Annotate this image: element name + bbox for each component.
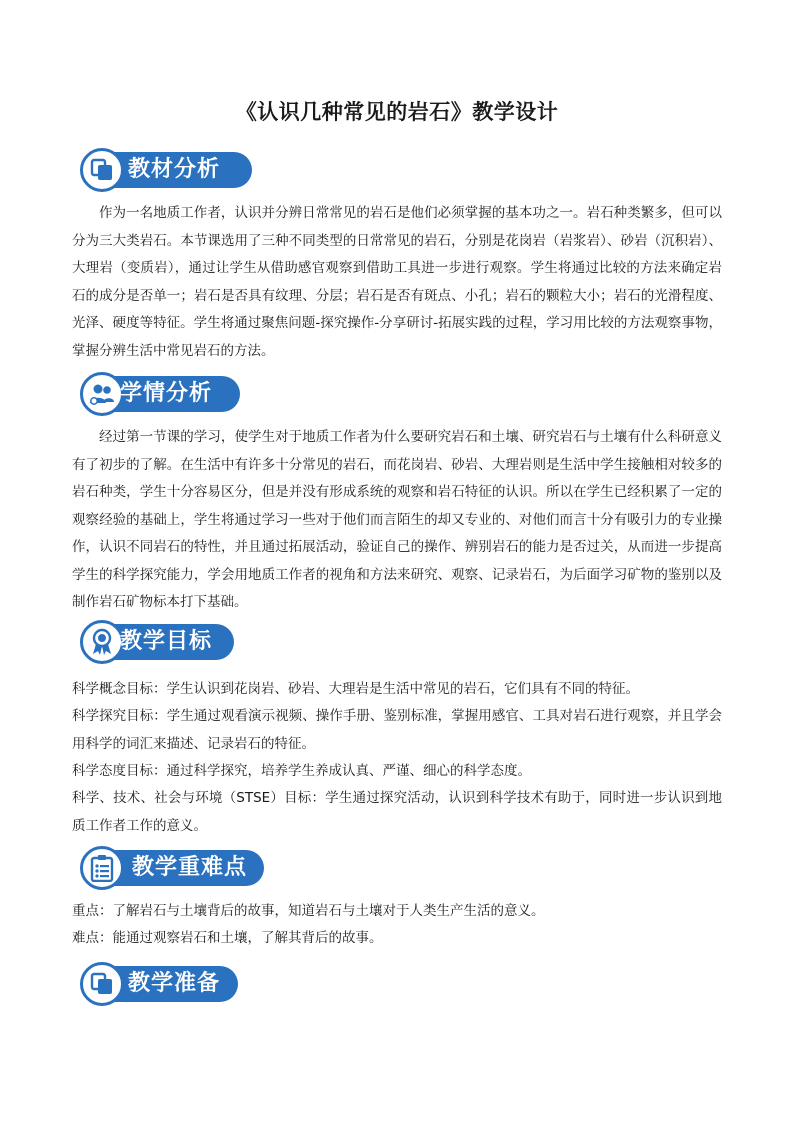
section-heading: 教学重难点 <box>132 855 248 880</box>
documents-icon <box>80 148 124 192</box>
paragraph: 经过第一节课的学习，使学生对于地质工作者为什么要研究岩石和土壤、研究岩石与土壤有什么科研意义有了初步的了解。在生活中有许多十分常见的岩石，而花岗岩、砂岩、大理岩则是生活中学生接触相对较多的岩石种类，学生十分容易区分，但是并没有形成系统的观察和岩石特征的认识。所以在学生已经积累了一定的观察经验的基础上，学生将通过学习一些对于他们而言陌生的却又专业的、对他们而言十分有吸引力的专业操作，认识不同岩石的特性，并且通过拓展活动，验证自己的操作、辨别岩石的能力是否过关，从而进一步提高学生的科学探究能力，学会用地质工作者的视角和方法来研究、观察、记录岩石，为后面学习矿物的鉴别以及制作岩石矿物标本打下基础。 <box>72 429 722 610</box>
users-icon <box>80 372 124 416</box>
section-heading: 教学准备 <box>128 971 221 996</box>
section-heading: 学情分析 <box>120 381 213 406</box>
clipboard-icon <box>80 846 124 890</box>
documents-icon <box>80 962 124 1006</box>
objective-line: 科学探究目标：学生通过观看演示视频、操作手册、鉴别标准，掌握用感官、工具对岩石进行观察，并且学会用科学的词汇来描述、记录岩石的特征。 <box>72 708 722 752</box>
section-heading: 教学目标 <box>120 629 213 654</box>
objective-line: 科学概念目标：学生认识到花岗岩、砂岩、大理岩是生活中常见的岩石，它们具有不同的特征。 <box>72 681 639 697</box>
section-heading: 教材分析 <box>128 157 221 182</box>
objective-line: 科学、技术、社会与环境（STSE）目标：学生通过探究活动，认识到科学技术有助于，同时进一步认识到地质工作者工作的意义。 <box>72 790 722 834</box>
paragraph: 作为一名地质工作者，认识并分辨日常常见的岩石是他们必须掌握的基本功之一。岩石种类繁多，但可以分为三大类岩石。本节课选用了三种不同类型的日常常见的岩石，分别是花岗岩（岩浆岩）、砂岩（沉积岩）、大理岩（变质岩），通过让学生从借助感官观察到借助工具进一步进行观察。学生将通过比较的方法来确定岩石的成分是否单一；岩石是否具有纹理、分层；岩石是否有斑点、小孔；岩石的颗粒大小；岩石的光滑程度、光泽、硬度等特征。学生将通过聚焦问题-探究操作-分享研讨-拓展实践的过程，学习用比较的方法观察事物，掌握分辨生活中常见岩石的方法。 <box>72 205 722 359</box>
difficult-point-line: 难点：能通过观察岩石和土壤，了解其背后的故事。 <box>72 930 383 946</box>
objective-line: 科学态度目标：通过科学探究，培养学生养成认真、严谨、细心的科学态度。 <box>72 763 531 779</box>
award-icon <box>80 620 124 664</box>
key-point-line: 重点：了解岩石与土壤背后的故事，知道岩石与土壤对于人类生产生活的意义。 <box>72 903 545 919</box>
document-title: 《认识几种常见的岩石》教学设计 <box>235 99 559 124</box>
